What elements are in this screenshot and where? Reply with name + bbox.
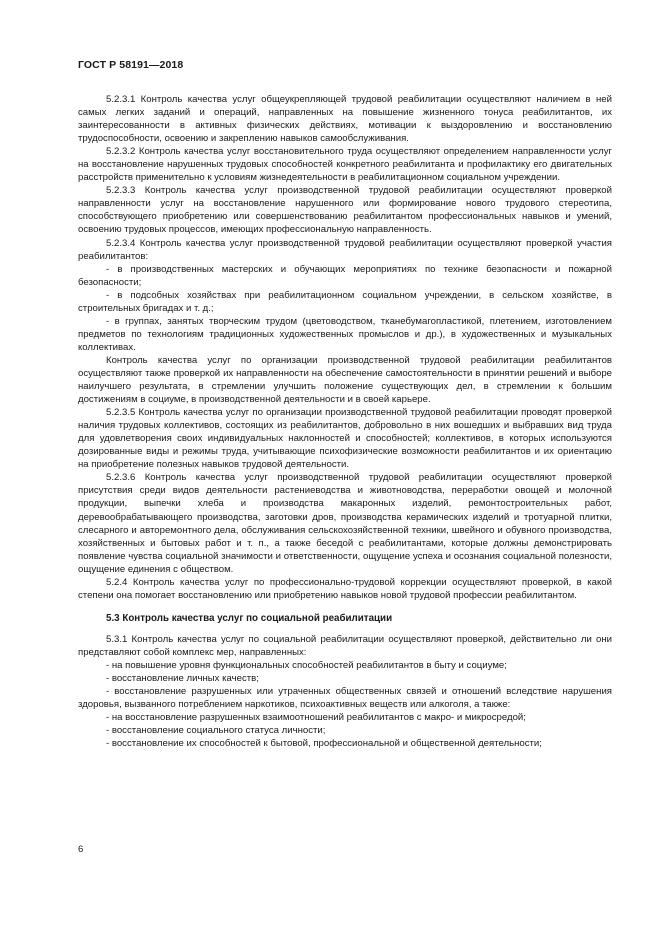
- page-number: 6: [78, 844, 84, 855]
- paragraph-5-2-3-5: 5.2.3.5 Контроль качества услуг по организации производственной трудовой реабилитации проводят проверкой наличия трудовых коллективов, состоящих из реабилитантов, добровольно в них вошедших и выбравших вид труда для удовлетворения своих индивидуальных наклонностей и способностей; коллективов, в которых используются дозированные виды и режимы труда, учитывающие психофизические возможности реабилитантов и их ориентацию на приобретение полезных навыков трудовой деятельности.: [78, 407, 612, 471]
- paragraph-5-3-1: 5.3.1 Контроль качества услуг по социальной реабилитации осуществляют проверкой, действительно ли они представляют собой комплекс мер, направленных:: [78, 633, 612, 658]
- list-item: - восстановление их способностей к бытовой, профессиональной и общественной деятельности;: [106, 738, 542, 750]
- paragraph-5-2-3-2: 5.2.3.2 Контроль качества услуг восстановительного труда осуществляют определением направленности услуг на восстановление нарушенных трудовых способностей конкретного реабилитанта и профилактику его двигательных расстройств применительно к условиям жизнедеятельности в реабилитационном социальном учреждении.: [78, 146, 612, 184]
- page-body: [78, 93, 612, 750]
- paragraph-5-2-3-4: 5.2.3.4 Контроль качества услуг производственной трудовой реабилитации осуществляют проверкой участия реабилитантов:: [78, 237, 612, 262]
- list-item: - в группах, занятых творческим трудом (цветоводством, тканебумагопластикой, плетением, изготовлением предметов по технологиям традиционных художественных промыслов и др.), в художественных и музыкальных коллективах.: [78, 315, 612, 353]
- paragraph-5-2-3-1: 5.2.3.1 Контроль качества услуг общеукрепляющей трудовой реабилитации осуществляют наличием в ней самых легких заданий и операций, направленных на повышение жизненного тонуса реабилитантов, их заинтересованности в активных физических действиях, мотивации к выздоровлению и восстановлению трудоспособности, освоению и закреплению навыков самообслуживания.: [78, 94, 612, 145]
- list-item: - восстановление социального статуса личности;: [106, 725, 326, 737]
- paragraph-5-2-4: 5.2.4 Контроль качества услуг по профессионально-трудовой коррекции осуществляют проверкой, в какой степени она помогает восстановлению или приобретению навыков новой трудовой профессии реабилитантом.: [78, 576, 612, 601]
- list-item: - в производственных мастерских и обучающих мероприятиях по технике безопасности и пожарной безопасности;: [78, 263, 612, 288]
- list-item: - в подсобных хозяйствах при реабилитационном социальном учреждении, в сельском хозяйстве, в строительных бригадах и т. д.;: [78, 289, 612, 314]
- list-item: - на повышение уровня функциональных способностей реабилитантов в быту и социуме;: [106, 659, 507, 671]
- paragraph-5-2-3-6: 5.2.3.6 Контроль качества услуг производственной трудовой реабилитации осуществляют проверкой присутствия среди видов деятельности растениеводства и животноводства, переработки овощей и молочной продукции, выпечки хлеба и производства макаронных изделий, ремонтостроительных работ, деревообрабатывающего производства, заготовки дров, производства керамических изделий и тротуарной плитки, слесарного и авторемонтного дела, обслуживания сельскохозяйственной техники, швейного и обувного производства, хозяйственных и бытовых работ и т. п., а также беседой с реабилитантами, которые должны демонстрировать появление чувства социальной значимости и ответственности, ощущение успеха и осознания социальной полезности, ощущение единения с обществом.: [78, 472, 612, 575]
- document-code-header: ГОСТ Р 58191—2018: [78, 59, 184, 71]
- list-item: - на восстановление разрушенных взаимоотношений реабилитантов с макро- и микросредой;: [106, 712, 526, 724]
- list-item: - восстановление личных качеств;: [106, 673, 259, 685]
- section-title-5-3: 5.3 Контроль качества услуг по социальной реабилитации: [106, 612, 393, 624]
- paragraph-5-2-3-3: 5.2.3.3 Контроль качества услуг производственной трудовой реабилитации осуществляют проверкой направленности услуг на восстановление нарушенного или формирование нового трудового стереотипа, способствующего приобретению или совершенствованию реабилитантом профессиональных навыков и умений, освоению трудовых процессов, имеющих профессиональную направленность.: [78, 185, 612, 236]
- list-item: - восстановление разрушенных или утраченных общественных связей и отношений вследствие нарушения здоровья, вызванного потреблением наркотиков, психоактивных веществ или алкоголя, а также:: [78, 686, 612, 711]
- paragraph-organization-control: Контроль качества услуг по организации производственной трудовой реабилитации реабилитантов осуществляют также проверкой их направленности на обеспечение самостоятельности в принятии решений и выборе наилучшего результата, в стремлении улучшить положение существующих дел, в стремлении к большим достижениям в социуме, в производственной деятельности и в своей карьере.: [78, 354, 612, 406]
